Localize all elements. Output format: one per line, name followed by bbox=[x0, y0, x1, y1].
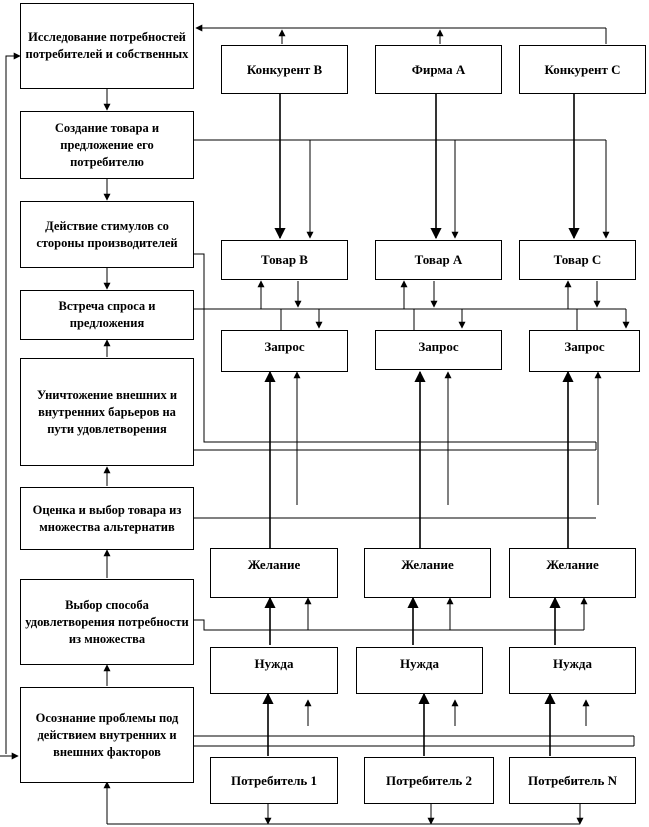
desire-1-label: Желание bbox=[247, 557, 301, 572]
step-remove-barriers bbox=[20, 358, 194, 466]
step-problem-awareness-label: Осознание проблемы под действием внутренних и внешних факторов bbox=[35, 710, 179, 759]
firm-competitor-c-label: Конкурент C bbox=[544, 61, 621, 77]
consumer-n bbox=[509, 757, 636, 804]
desire-1 bbox=[210, 548, 338, 598]
step-producer-stimuli-label: Действие стимулов со стороны производителей bbox=[36, 218, 178, 250]
step-choose-satisfaction-method bbox=[20, 579, 194, 665]
step-problem-awareness bbox=[20, 687, 194, 783]
consumer-2 bbox=[364, 757, 494, 804]
need-1 bbox=[210, 647, 338, 694]
step-evaluate-choose-product bbox=[20, 487, 194, 550]
need-2 bbox=[356, 647, 483, 694]
product-a-label: Товар A bbox=[414, 252, 463, 267]
demand-b-label: Запрос bbox=[264, 339, 305, 354]
demand-c bbox=[529, 330, 640, 372]
demand-a-label: Запрос bbox=[418, 339, 459, 354]
step-needs-research bbox=[20, 3, 194, 89]
step-needs-research-label: Исследование потребностей потребителей и собственных bbox=[25, 30, 189, 61]
need-1-label: Нужда bbox=[254, 656, 294, 671]
step-product-creation bbox=[20, 111, 194, 179]
step-producer-stimuli bbox=[20, 201, 194, 268]
step-supply-demand-meeting-label: Встреча спроса и предложения bbox=[58, 299, 156, 330]
product-a bbox=[375, 240, 502, 280]
need-n bbox=[509, 647, 636, 694]
need-2-label: Нужда bbox=[400, 656, 439, 671]
product-b-label: Товар B bbox=[261, 252, 308, 267]
product-b bbox=[221, 240, 348, 280]
product-c bbox=[519, 240, 636, 280]
step-supply-demand-meeting bbox=[20, 290, 194, 340]
firm-competitor-b bbox=[221, 45, 348, 94]
firm-competitor-c bbox=[519, 45, 646, 94]
firm-competitor-b-label: Конкурент B bbox=[246, 61, 323, 77]
consumer-1-label: Потребитель 1 bbox=[230, 772, 318, 788]
need-n-label: Нужда bbox=[553, 656, 592, 671]
desire-n-label: Желание bbox=[546, 557, 599, 572]
step-evaluate-choose-product-label: Оценка и выбор товара из множества альтернатив bbox=[32, 502, 182, 534]
demand-c-label: Запрос bbox=[564, 339, 605, 354]
product-c-label: Товар C bbox=[553, 252, 602, 267]
consumer-n-label: Потребитель N bbox=[528, 772, 617, 788]
step-product-creation-label: Создание товара и предложение его потребителю bbox=[54, 120, 160, 169]
consumer-1 bbox=[210, 757, 338, 804]
step-remove-barriers-label: Уничтожение внешних и внутренних барьеров на пути удовлетворения bbox=[36, 387, 178, 436]
firm-a bbox=[375, 45, 502, 94]
demand-b bbox=[221, 330, 348, 372]
firm-a-label: Фирма A bbox=[411, 61, 466, 77]
consumer-2-label: Потребитель 2 bbox=[385, 772, 473, 788]
desire-2-label: Желание bbox=[401, 557, 454, 572]
desire-n bbox=[509, 548, 636, 598]
demand-a bbox=[375, 330, 502, 370]
desire-2 bbox=[364, 548, 491, 598]
step-choose-satisfaction-method-label: Выбор способа удовлетворения потребности из множества bbox=[25, 597, 189, 646]
